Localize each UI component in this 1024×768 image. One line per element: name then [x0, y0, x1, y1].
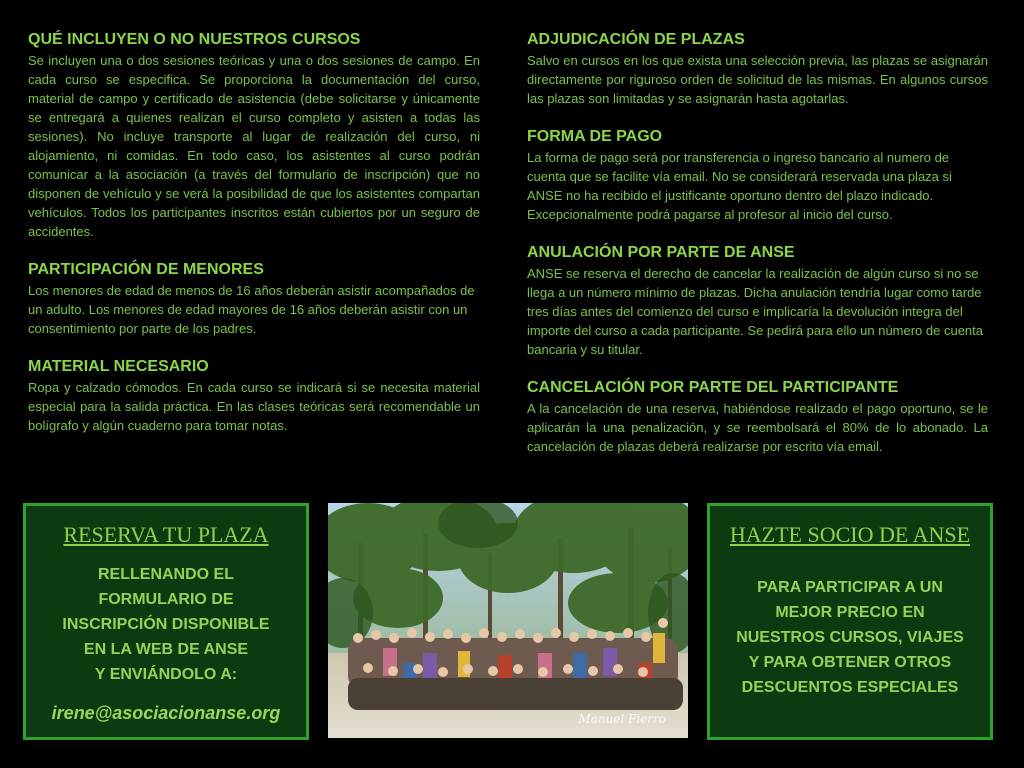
socio-box: [707, 503, 993, 740]
section-cancelacion: [527, 378, 988, 456]
socio-line: DESCUENTOS ESPECIALES: [741, 679, 959, 696]
section-text: ANSE se reserva el derecho de cancelar la realización de algún curso si no se llega a un número mínimo de plazas. Dicha anulación tendría lugar como tarde tres días antes del comienzo del curso e implicaría la devolución integra del importe del curso a cada participante. Se pedirá para ello un número de cuenta bancaria y su titular.: [527, 266, 984, 357]
reserva-box: [23, 503, 309, 740]
section-text: Los menores de edad de menos de 16 años deberán asistir acompañados de un adulto. Los menores de edad mayores de 16 años deberán asistir con un consentimiento por parte de los padres.: [28, 283, 475, 336]
reserva-email-link[interactable]: irene@asociacionanse.org: [51, 703, 281, 723]
section-heading: FORMA DE PAGO: [527, 128, 663, 145]
reserva-title: RESERVA TU PLAZA: [63, 522, 269, 547]
socio-title: HAZTE SOCIO DE ANSE: [729, 522, 971, 547]
section-text: La forma de pago será por transferencia o ingreso bancario al numero de cuenta que se facilite vía email. No se considerará reservada una plaza si ANSE no ha recibido el justificante oportuno dentro del plazo indicado. Excepcionalmente podrá pagarse al profesor al inicio del curso.: [527, 150, 952, 222]
section-text: Salvo en cursos en los que exista una selección previa, las plazas se asignarán directamente por riguroso orden de solicitud de las mismas. En algunos cursos las plazas son limitadas y se asignarán hasta agotarlas.: [527, 53, 988, 106]
section-text: Ropa y calzado cómodos. En cada curso se indicará si se necesita material especial para la salida práctica. En las clases teóricas será recomendable un bolígrafo y algún cuaderno para tomar notas.: [28, 380, 480, 433]
section-heading: PARTICIPACIÓN DE MENORES: [28, 261, 264, 278]
group-photo: [328, 503, 688, 738]
section-adjudicacion: [527, 30, 988, 108]
reserva-line: RELLENANDO EL: [98, 566, 234, 583]
left-column: [28, 30, 480, 454]
reserva-line: Y ENVIÁNDOLO A:: [94, 666, 238, 683]
socio-body: [710, 575, 990, 700]
section-heading: CANCELACIÓN POR PARTE DEL PARTICIPANTE: [527, 379, 899, 396]
group-photo-image: [328, 503, 688, 738]
socio-line: Y PARA OBTENER OTROS: [748, 654, 952, 671]
section-heading: QUÉ INCLUYEN O NO NUESTROS CURSOS: [28, 31, 361, 48]
section-material: [28, 357, 480, 435]
reserva-line: FORMULARIO DE: [98, 591, 234, 608]
reserva-line: EN LA WEB DE ANSE: [83, 641, 249, 658]
section-text: Se incluyen una o dos sesiones teóricas y una o dos sesiones de campo. En cada curso se especifica. Se proporciona la documentación del curso, material de campo y certificado de asistencia (debe solicitarse y únicamente se entregará a quienes realizan el curso completo y asisten a todas las sesiones). No incluye transporte al lugar de realización del curso, ni alojamiento, ni comidas. En todo caso, los asistentes al curso podrán comunicar a la asociación (a través del formulario de inscripción) que no disponen de vehículo y se verá la posibilidad de que los asistentes compartan vehículos. Todos los participantes inscritos están cubiertos por un seguro de accidentes.: [28, 53, 480, 239]
section-menores: [28, 260, 480, 338]
section-heading: ANULACIÓN POR PARTE DE ANSE: [527, 244, 795, 261]
socio-line: NUESTROS CURSOS, VIAJES: [736, 629, 964, 646]
socio-line: MEJOR PRECIO EN: [775, 604, 925, 621]
right-column: [527, 30, 988, 475]
reserva-line: INSCRIPCIÓN DISPONIBLE: [62, 616, 270, 633]
section-anulacion: [527, 243, 988, 359]
section-heading: MATERIAL NECESARIO: [28, 358, 209, 375]
section-heading: ADJUDICACIÓN DE PLAZAS: [527, 31, 745, 48]
section-text: A la cancelación de una reserva, habiéndose realizado el pago oportuno, se le aplicarán la una penalización, y se reembolsará el 80% de lo abonado. La cancelación de plazas deberá realizarse por escrito vía email.: [527, 401, 988, 454]
socio-line: PARA PARTICIPAR A UN: [757, 579, 943, 596]
reserva-body: [26, 562, 306, 687]
section-forma-pago: [527, 127, 988, 224]
section-que-incluyen: [28, 30, 480, 241]
photo-credit: Manuel Fierro: [578, 712, 666, 726]
